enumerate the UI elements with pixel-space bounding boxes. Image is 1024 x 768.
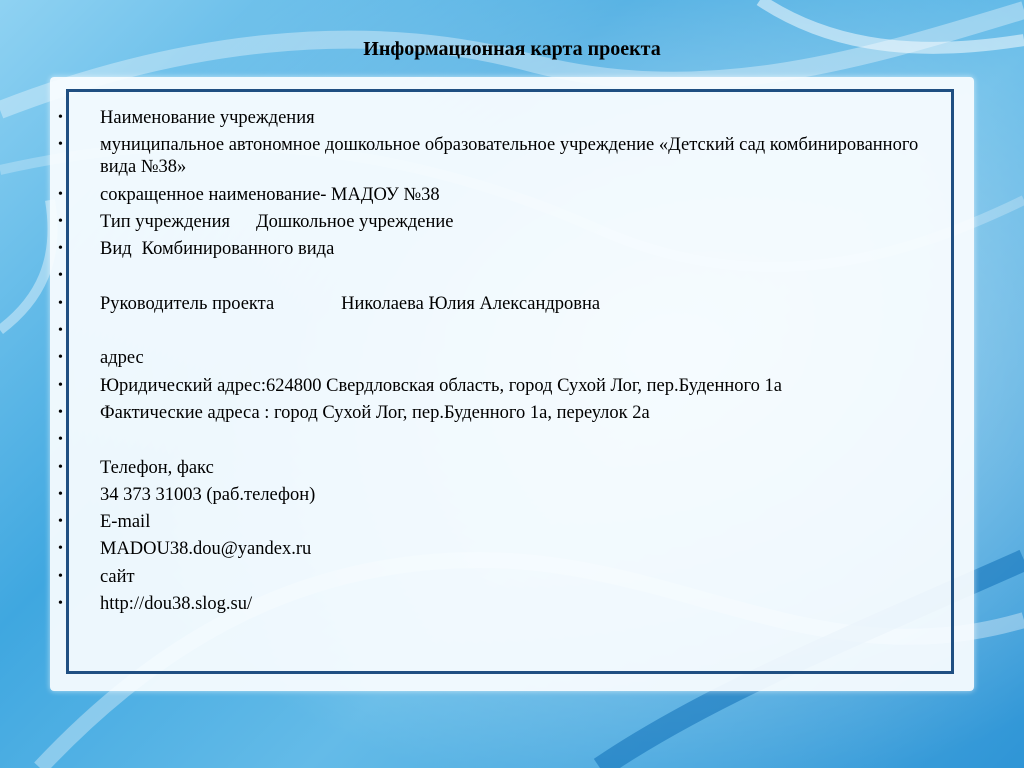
list-item — [50, 429, 930, 451]
institution-heading: Наименование учреждения — [100, 108, 315, 128]
bullet-icon: • — [58, 541, 63, 557]
info-list — [50, 107, 930, 620]
bullet-icon: • — [58, 110, 63, 125]
project-lead-label: Руководитель проекта — [100, 293, 275, 314]
list-item — [50, 293, 930, 315]
bullet-icon: • — [58, 377, 63, 393]
list-item — [50, 134, 930, 178]
institution-short-name: сокращенное наименование- МАДОУ №38 — [100, 184, 440, 205]
list-item — [50, 402, 930, 424]
bullet-icon: • — [58, 186, 63, 202]
bullet-icon: • — [58, 568, 63, 584]
list-item — [50, 511, 930, 533]
list-item — [50, 347, 930, 369]
list-item — [50, 238, 930, 260]
actual-address: Фактические адреса : город Сухой Лог, пер.Буденного 1а, переулок 2а — [100, 402, 650, 423]
institution-kind-label: Вид — [100, 239, 132, 260]
institution-kind-value: Комбинированного вида — [141, 239, 335, 260]
institution-type-value: Дошкольное учреждение — [256, 211, 454, 232]
address-heading: адрес — [100, 348, 144, 369]
slide-title: Информационная карта проекта — [363, 38, 661, 60]
list-item — [50, 265, 930, 287]
email-heading: E-mail — [100, 512, 151, 533]
bullet-icon: • — [58, 350, 63, 366]
bullet-icon: • — [58, 323, 63, 339]
list-item — [50, 484, 930, 506]
list-item — [50, 566, 930, 588]
bullet-icon: • — [58, 241, 63, 257]
bullet-icon: • — [58, 213, 63, 229]
list-item — [50, 184, 930, 206]
list-item — [50, 457, 930, 479]
institution-type-label: Тип учреждения — [100, 211, 230, 232]
bullet-icon: • — [58, 137, 63, 153]
website-url: http://dou38.slog.su/ — [100, 594, 253, 615]
list-item — [50, 593, 930, 615]
project-lead-value: Николаева Юлия Александровна — [341, 293, 601, 314]
bullet-icon: • — [58, 404, 63, 420]
list-item — [50, 211, 930, 233]
bullet-icon: • — [58, 295, 63, 311]
email-address: MADOU38.dou@yandex.ru — [100, 539, 312, 560]
bullet-icon: • — [58, 596, 63, 612]
list-item — [50, 375, 930, 397]
list-item — [50, 107, 930, 129]
content-panel — [50, 77, 974, 691]
institution-full-name: муниципальное автономное дошкольное образовательное учреждение «Детский сад комбинированного вида №38» — [100, 135, 919, 178]
bullet-icon: • — [58, 459, 63, 475]
bullet-icon: • — [58, 268, 63, 284]
list-item — [50, 538, 930, 560]
phone-number: 34 373 31003 (раб.телефон) — [100, 484, 316, 505]
bullet-icon: • — [58, 486, 63, 502]
bullet-icon: • — [58, 432, 63, 448]
legal-address: Юридический адрес:624800 Свердловская область, город Сухой Лог, пер.Буденного 1а — [100, 375, 782, 396]
phone-fax-heading: Телефон, факс — [100, 457, 214, 478]
website-heading: сайт — [100, 566, 135, 587]
bullet-icon: • — [58, 514, 63, 530]
list-item — [50, 320, 930, 342]
